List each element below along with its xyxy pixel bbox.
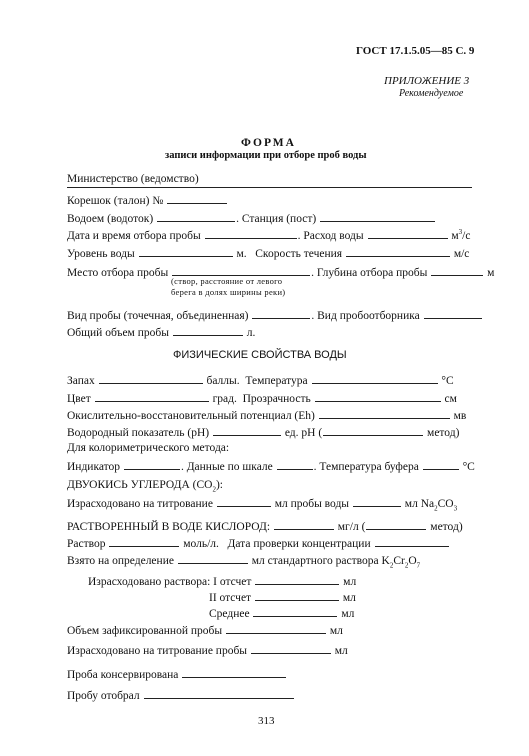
buffer-temp-label: . Температура буфера bbox=[313, 461, 419, 473]
temperature-unit: °С bbox=[441, 375, 454, 387]
colorimetric-label: Для колориметрического метода: bbox=[67, 442, 230, 454]
solution-row bbox=[67, 537, 450, 551]
fixed-volume-unit: мл bbox=[329, 625, 343, 637]
reading-1-field[interactable] bbox=[255, 575, 339, 585]
buffer-temp-field[interactable] bbox=[423, 460, 459, 470]
total-volume-label: Общий объем пробы bbox=[67, 327, 169, 339]
ph-label: Водородный показатель (рН) bbox=[67, 427, 210, 439]
sample-type-field[interactable] bbox=[252, 309, 310, 319]
co2-heading: ДВУОКИСЬ УГЛЕРОДА $(СО_2)$: bbox=[67, 479, 223, 494]
physical-heading: ФИЗИЧЕСКИЕ СВОЙСТВА ВОДЫ bbox=[173, 349, 347, 361]
sample-type-row bbox=[67, 309, 483, 323]
reading-1-unit: мл bbox=[343, 576, 357, 588]
total-volume-unit: л. bbox=[246, 327, 256, 339]
place-field[interactable] bbox=[172, 266, 310, 276]
waterbody-field[interactable] bbox=[157, 212, 235, 222]
taken-label: Взято на определение bbox=[67, 555, 174, 567]
scale-field[interactable] bbox=[277, 460, 313, 470]
reading-2-label: II отсчет bbox=[209, 592, 252, 604]
level-field[interactable] bbox=[139, 247, 233, 257]
fixed-volume-row bbox=[67, 624, 343, 638]
eh-field[interactable] bbox=[319, 409, 450, 419]
oxygen-row bbox=[67, 520, 463, 534]
sampler-row bbox=[67, 689, 295, 703]
datetime-row bbox=[67, 229, 470, 243]
form-subtitle: записи информации при отборе проб воды bbox=[165, 150, 367, 161]
reading-2-unit: мл bbox=[342, 592, 356, 604]
ph-unit: ед. рН ( bbox=[284, 427, 323, 439]
level-label: Уровень воды bbox=[67, 248, 135, 260]
preserved-row bbox=[67, 668, 287, 682]
buffer-temp-unit: °С bbox=[462, 461, 475, 473]
co2-sample-field[interactable] bbox=[353, 497, 401, 507]
sampler-type-field[interactable] bbox=[424, 309, 482, 319]
fixed-volume-field[interactable] bbox=[226, 624, 326, 634]
titration-row bbox=[67, 644, 348, 658]
sampler-field[interactable] bbox=[144, 689, 294, 699]
co2-sample-label: мл пробы воды bbox=[274, 498, 350, 510]
temperature-label: Температура bbox=[245, 375, 308, 387]
temperature-field[interactable] bbox=[312, 374, 438, 384]
check-date-label: Дата проверки концентрации bbox=[227, 538, 371, 550]
stub-number-field[interactable] bbox=[167, 194, 227, 204]
standard-solution: мл стандартного раствора $K_2Cr_2O_7$ bbox=[251, 555, 421, 570]
transparency-label: Прозрачность bbox=[242, 393, 311, 405]
eh-unit: мв bbox=[453, 410, 467, 422]
waterbody-label: Водоем (водоток) bbox=[67, 213, 154, 225]
station-label: . Станция (пост) bbox=[236, 213, 317, 225]
oxygen-method-label: метод) bbox=[430, 521, 463, 533]
average-unit: мл bbox=[341, 608, 355, 620]
oxygen-method-field[interactable] bbox=[366, 520, 426, 530]
velocity-field[interactable] bbox=[346, 247, 450, 257]
indicator-field[interactable] bbox=[124, 460, 180, 470]
appendix-label: ПРИЛОЖЕНИЕ 3 bbox=[384, 75, 470, 87]
sampler-type-label: . Вид пробоотборника bbox=[311, 310, 420, 322]
eh-row bbox=[67, 409, 466, 423]
station-field[interactable] bbox=[320, 212, 435, 222]
oxygen-heading: РАСТВОРЕННЫЙ В ВОДЕ КИСЛОРОД: bbox=[67, 521, 271, 533]
scale-label: . Данные по шкале bbox=[180, 461, 273, 473]
indicator-row bbox=[67, 460, 475, 474]
co2-titrant-field[interactable] bbox=[217, 497, 271, 507]
taken-field[interactable] bbox=[178, 554, 248, 564]
reading-2-field[interactable] bbox=[255, 591, 339, 601]
velocity-unit: м/с bbox=[453, 248, 470, 260]
flow-field[interactable] bbox=[368, 229, 448, 239]
flow-label: . Расход воды bbox=[297, 230, 364, 242]
average-row bbox=[209, 607, 354, 621]
color-field[interactable] bbox=[95, 392, 209, 402]
place-label: Место отбора пробы bbox=[67, 267, 169, 279]
ph-method-field[interactable] bbox=[323, 426, 423, 436]
depth-field[interactable] bbox=[431, 266, 483, 276]
fixed-volume-label: Объем зафиксированной пробы bbox=[67, 625, 223, 637]
eh-label: Окислительно-восстановительный потенциал (Eh) bbox=[67, 410, 315, 422]
color-label: Цвет bbox=[67, 393, 91, 405]
preserved-field[interactable] bbox=[182, 668, 286, 678]
depth-unit: м bbox=[487, 267, 495, 279]
form-title: ФОРМА bbox=[241, 137, 296, 149]
waterbody-row bbox=[67, 212, 436, 226]
preserved-label: Проба консервирована bbox=[67, 669, 179, 681]
datetime-label: Дата и время отбора пробы bbox=[67, 230, 201, 242]
place-note: (створ, расстояние от левого берега в долях ширины реки) bbox=[171, 276, 286, 297]
sampler-label: Пробу отобрал bbox=[67, 690, 140, 702]
level-row bbox=[67, 247, 469, 261]
smell-row bbox=[67, 374, 454, 388]
titration-field[interactable] bbox=[251, 644, 331, 654]
average-label: Среднее bbox=[209, 608, 250, 620]
oxygen-unit: мг/л ( bbox=[337, 521, 366, 533]
co2-spent-row bbox=[67, 497, 457, 511]
ph-field[interactable] bbox=[213, 426, 281, 436]
page-number: 313 bbox=[258, 715, 275, 727]
average-field[interactable] bbox=[253, 607, 337, 617]
level-unit: м. bbox=[236, 248, 247, 260]
titration-label: Израсходовано на титрование пробы bbox=[67, 645, 248, 657]
solution-label: Раствор bbox=[67, 538, 106, 550]
velocity-label: Скорость течения bbox=[255, 248, 343, 260]
transparency-unit: см bbox=[444, 393, 457, 405]
ph-method-label: метод) bbox=[427, 427, 460, 439]
check-date-field[interactable] bbox=[375, 537, 449, 547]
stub-row bbox=[67, 194, 228, 208]
ministry-label: Министерство (ведомство) bbox=[67, 173, 199, 185]
smell-field[interactable] bbox=[99, 374, 203, 384]
titration-unit: мл bbox=[334, 645, 348, 657]
solution-field[interactable] bbox=[109, 537, 179, 547]
taken-row bbox=[67, 554, 420, 568]
smell-unit: баллы. bbox=[206, 375, 240, 387]
standard-code: ГОСТ 17.1.5.05—85 С. 9 bbox=[356, 45, 475, 57]
flow-unit: $м^3/с$ bbox=[451, 228, 471, 242]
indicator-label: Индикатор bbox=[67, 461, 121, 473]
recommended-label: Рекомендуемое bbox=[399, 88, 464, 99]
total-volume-field[interactable] bbox=[173, 326, 243, 336]
reading-1-row bbox=[88, 575, 356, 589]
datetime-field[interactable] bbox=[205, 229, 297, 239]
total-volume-row bbox=[67, 326, 255, 340]
color-unit: град. bbox=[212, 393, 237, 405]
sample-type-label: Вид пробы (точечная, объединенная) bbox=[67, 310, 249, 322]
co2-spent-label: Израсходовано на титрование bbox=[67, 498, 213, 510]
oxygen-value-field[interactable] bbox=[274, 520, 334, 530]
transparency-field[interactable] bbox=[315, 392, 441, 402]
ph-row bbox=[67, 426, 459, 440]
color-row bbox=[67, 392, 457, 406]
depth-label: . Глубина отбора пробы bbox=[311, 267, 428, 279]
reading-2-row bbox=[209, 591, 356, 605]
co2-reagent: мл $Na_2CO_3$ bbox=[404, 498, 458, 513]
stub-label: Корешок (талон) № bbox=[67, 195, 164, 207]
molar-unit: моль/л. bbox=[183, 538, 219, 550]
smell-label: Запах bbox=[67, 375, 95, 387]
ministry-line[interactable] bbox=[67, 187, 472, 188]
reading-1-label: Израсходовано раствора: I отсчет bbox=[88, 576, 252, 588]
